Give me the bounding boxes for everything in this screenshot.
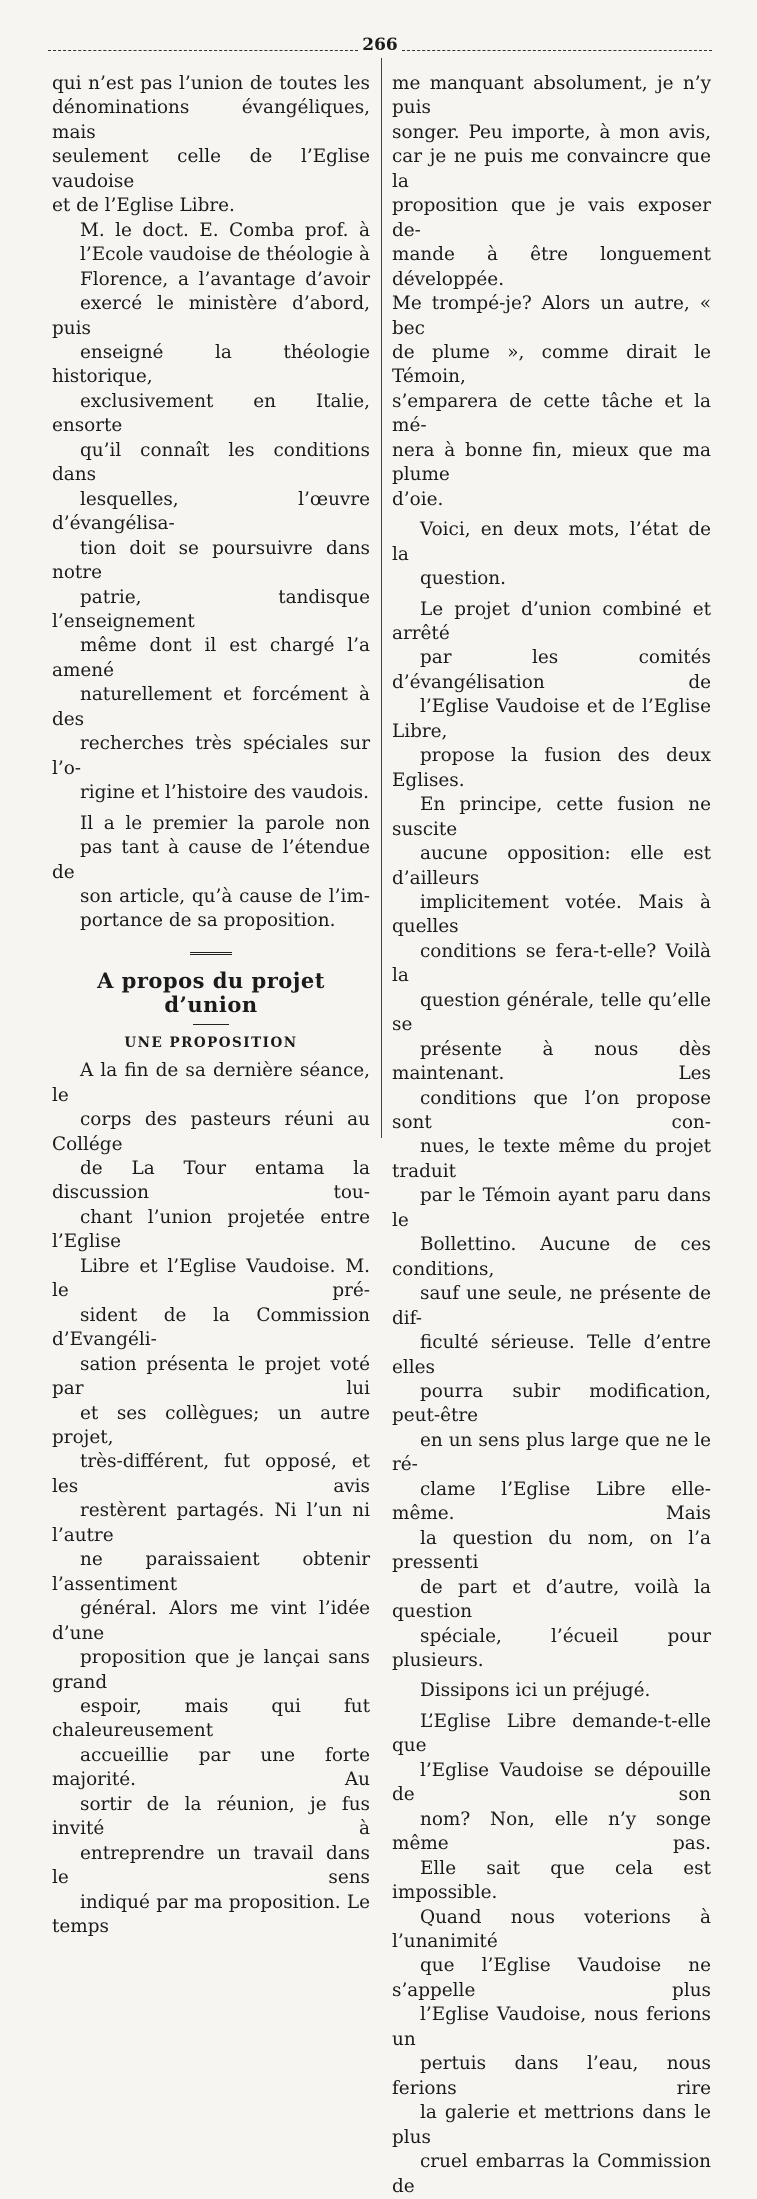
text-line: espoir, mais qui fut chaleureusement [52,1696,370,1742]
text-line: sortir de la réunion, je fus invité à [52,1793,370,1840]
paragraph [392,1710,711,2199]
paragraph [52,1059,370,1939]
text-line: ficulté sérieuse. Telle d’entre elles [392,1332,711,1378]
text-line: Libre et l’Eglise Vaudoise. M. le pré- [52,1255,370,1302]
text-line: très-différent, fut opposé, et les avis [52,1451,370,1497]
text-line: l’Eglise Vaudoise se dépouille de son [392,1759,711,1806]
text-line: dénominations évangéliques, mais [52,97,370,143]
text-line: en un sens plus large que ne le ré- [392,1429,711,1476]
text-line: rigine et l’histoire des vaudois. [80,782,369,804]
text-line: l’Eglise Vaudoise, nous ferions un [392,2004,711,2050]
text-line: restèrent partagés. Ni l’un ni l’autre [52,1500,370,1546]
paragraph [392,1679,711,1703]
text-line: recherches très spéciales sur l’o- [52,733,370,779]
text-line: car je ne puis me convaincre que la [392,146,711,192]
text-line: de part et d’autre, voilà la question [392,1576,711,1623]
text-line: Florence, a l’avantage d’avoir [80,268,370,290]
text-line: et de l’Eglise Libre. [52,195,235,217]
text-line: ne paraissaient obtenir l’assentiment [52,1549,370,1595]
text-line: aucune opposition: elle est d’ailleurs [392,843,711,889]
text-line: songer. Peu importe, à mon avis, [392,121,711,143]
article-subtitle: UNE PROPOSITION [124,1034,298,1051]
text-line: l’Ecole vaudoise de théologie à [80,244,370,266]
page-header [48,35,712,55]
paragraph [392,518,711,591]
text-line: la question du nom, on l’a pressenti [392,1527,711,1574]
paragraph [392,72,711,512]
text-line: L’Eglise Libre demande-t-elle que [392,1710,711,1757]
text-line: exercé le ministère d’abord, puis [52,293,370,339]
text-line: Voici, en deux mots, l’état de la [392,519,711,565]
text-line: nues, le texte même du projet traduit [392,1136,711,1182]
text-line: de plume », comme dirait le Témoin, [392,341,711,388]
header-rule-left [48,40,358,51]
text-line: accueillie par une forte majorité. Au [52,1744,370,1791]
text-line: M. le doct. E. Comba prof. à [80,219,370,241]
text-line: naturellement et forcément à des [52,684,370,730]
left-column [52,72,370,1940]
text-line: lesquelles, l’œuvre d’évangélisa- [52,488,370,535]
text-line: s’emparera de cette tâche et la mé- [392,390,711,437]
text-line: qui n’est pas l’union de toutes les [52,73,370,94]
text-line: pertuis dans l’eau, nous ferions rire [392,2053,711,2099]
text-line: son article, qu’à cause de l’im- [80,885,370,907]
paragraph [52,219,370,806]
title-separator [193,1024,229,1025]
text-line: patrie, tandisque l’enseignement [52,586,370,632]
text-line: par le Témoin ayant paru dans le [392,1185,711,1231]
paragraph [52,72,370,219]
text-line: conditions que l’on propose sont con- [392,1087,711,1134]
text-line: pas tant à cause de l’étendue de [52,837,370,883]
text-line: nom? Non, elle n’y songe même pas. [392,1808,711,1855]
text-line: proposition que je lançai sans grand [52,1647,370,1693]
text-line: tion doit se poursuivre dans notre [52,537,370,584]
text-line: présente à nous dès maintenant. Les [392,1038,711,1085]
page-number: 266 [362,35,398,55]
text-line: d’oie. [392,488,444,510]
text-line: par les comités d’évangélisation de [392,647,711,693]
text-line: qu’il connaît les conditions dans [52,439,370,486]
text-line: En principe, cette fusion ne suscite [392,794,711,840]
text-line: chant l’union projetée entre l’Eglise [52,1206,370,1253]
text-line: A la fin de sa dernière séance, le [52,1060,370,1106]
text-line: que l’Eglise Vaudoise ne s’appelle plus [392,1955,711,2001]
text-line: indiqué par ma proposition. Le temps [52,1891,370,1938]
text-line: mande à être longuement développée. [392,244,711,290]
text-line: Il a le premier la parole non [80,812,370,834]
text-line: de La Tour entama la discussion tou- [52,1158,370,1204]
text-line: Me trompé-je? Alors un autre, « bec [392,293,711,339]
section-separator [190,952,232,955]
right-column [392,72,711,2199]
text-line: sation présenta le projet voté par lui [52,1353,370,1400]
text-line: même dont il est chargé l’a amené [52,635,370,681]
text-line: question générale, telle qu’elle se [392,989,711,1036]
paragraph [392,598,711,1674]
article-title: A propos du projet d’union [97,967,325,1018]
text-line: Le projet d’union combiné et arrêté [392,598,711,644]
text-line: clame l’Eglise Libre elle-même. Mais [392,1478,711,1525]
text-line: sauf une seule, ne présente de dif- [392,1283,711,1329]
text-line: conditions se fera-t-elle? Voilà la [392,940,711,987]
text-line: proposition que je vais exposer de- [392,195,711,241]
text-line: entreprendre un travail dans le sens [52,1842,370,1889]
text-line: exclusivement en Italie, ensorte [52,390,370,437]
text-line: portance de sa proposition. [80,910,336,932]
text-line: Elle sait que cela est impossible. [392,1857,711,1904]
text-line: cruel embarras la Commission de [392,2151,711,2197]
text-line: corps des pasteurs réuni au Collége [52,1109,370,1155]
text-line: pourra subir modification, peut-être [392,1381,711,1427]
text-line: la galerie et mettrions dans le plus [392,2102,711,2148]
text-line: spéciale, l’écueil pour plusieurs. [392,1625,711,1671]
text-line: seulement celle de l’Eglise vaudoise [52,146,370,192]
text-line: Dissipons ici un préjugé. [420,1680,651,1702]
text-line: nera à bonne fin, mieux que ma plume [392,439,711,486]
text-line: l’Eglise Vaudoise et de l’Eglise Libre, [392,696,711,742]
text-line: Bollettino. Aucune de ces conditions, [392,1234,711,1280]
text-line: Quand nous voterions à l’unanimité [392,1906,711,1952]
text-line: et ses collègues; un autre projet, [52,1402,370,1449]
text-line: question. [420,568,506,590]
paragraph [52,812,370,934]
text-line: général. Alors me vint l’idée d’une [52,1598,370,1644]
text-line: implicitement votée. Mais à quelles [392,891,711,938]
column-divider [381,58,382,1138]
text-line: enseigné la théologie historique, [52,341,370,388]
text-line: me manquant absolument, je n’y puis [392,73,711,119]
text-line: sident de la Commission d’Evangéli- [52,1304,370,1351]
text-line: propose la fusion des deux Eglises. [392,745,711,791]
header-rule-right [402,40,712,51]
